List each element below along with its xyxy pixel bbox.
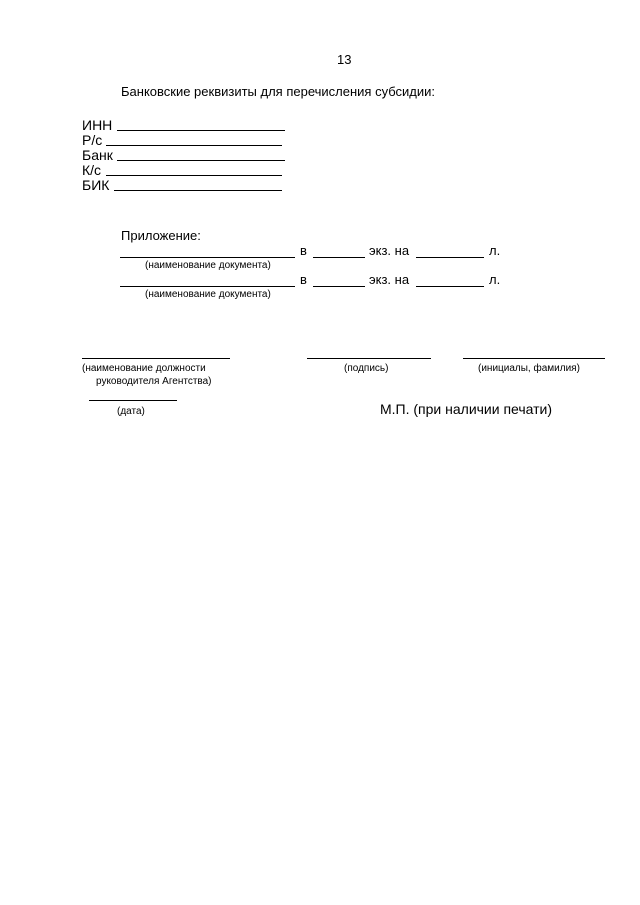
date-caption: (дата) bbox=[117, 406, 145, 417]
signature-caption: (подпись) bbox=[344, 363, 389, 374]
bik-label: БИК bbox=[82, 177, 110, 193]
ks-label: К/с bbox=[82, 162, 102, 178]
copies-label-1: экз. на bbox=[369, 243, 410, 258]
date-line bbox=[89, 400, 177, 401]
bank-details-title: Банковские реквизиты для перечисления субсидии: bbox=[121, 84, 435, 99]
copies-line-1 bbox=[313, 257, 365, 258]
position-line bbox=[82, 358, 230, 359]
rs-field-line bbox=[106, 145, 282, 146]
sheets-line-1 bbox=[416, 257, 484, 258]
bank-label: Банк bbox=[82, 147, 113, 163]
in-label-2: в bbox=[300, 272, 307, 287]
document-name-line-2 bbox=[120, 286, 295, 287]
bank-field-line bbox=[117, 160, 285, 161]
stamp-label: М.П. (при наличии печати) bbox=[380, 401, 553, 417]
sheets-label-2: л. bbox=[489, 272, 501, 287]
copies-line-2 bbox=[313, 286, 365, 287]
document-name-line-1 bbox=[120, 257, 295, 258]
appendix-title: Приложение: bbox=[121, 228, 201, 243]
in-label-1: в bbox=[300, 243, 307, 258]
name-caption: (инициалы, фамилия) bbox=[478, 363, 580, 374]
document-caption-2: (наименование документа) bbox=[145, 289, 271, 300]
rs-label: Р/с bbox=[82, 132, 103, 148]
signature-line bbox=[307, 358, 431, 359]
inn-field-line bbox=[117, 130, 285, 131]
position-caption-line-1: (наименование должности bbox=[82, 363, 206, 374]
document-caption-1: (наименование документа) bbox=[145, 260, 271, 271]
name-line bbox=[463, 358, 605, 359]
inn-label: ИНН bbox=[82, 117, 113, 133]
page-number: 13 bbox=[337, 52, 352, 67]
sheets-label-1: л. bbox=[489, 243, 501, 258]
position-caption-line-2: руководителя Агентства) bbox=[96, 376, 212, 387]
sheets-line-2 bbox=[416, 286, 484, 287]
bik-field-line bbox=[114, 190, 282, 191]
ks-field-line bbox=[106, 175, 282, 176]
copies-label-2: экз. на bbox=[369, 272, 410, 287]
